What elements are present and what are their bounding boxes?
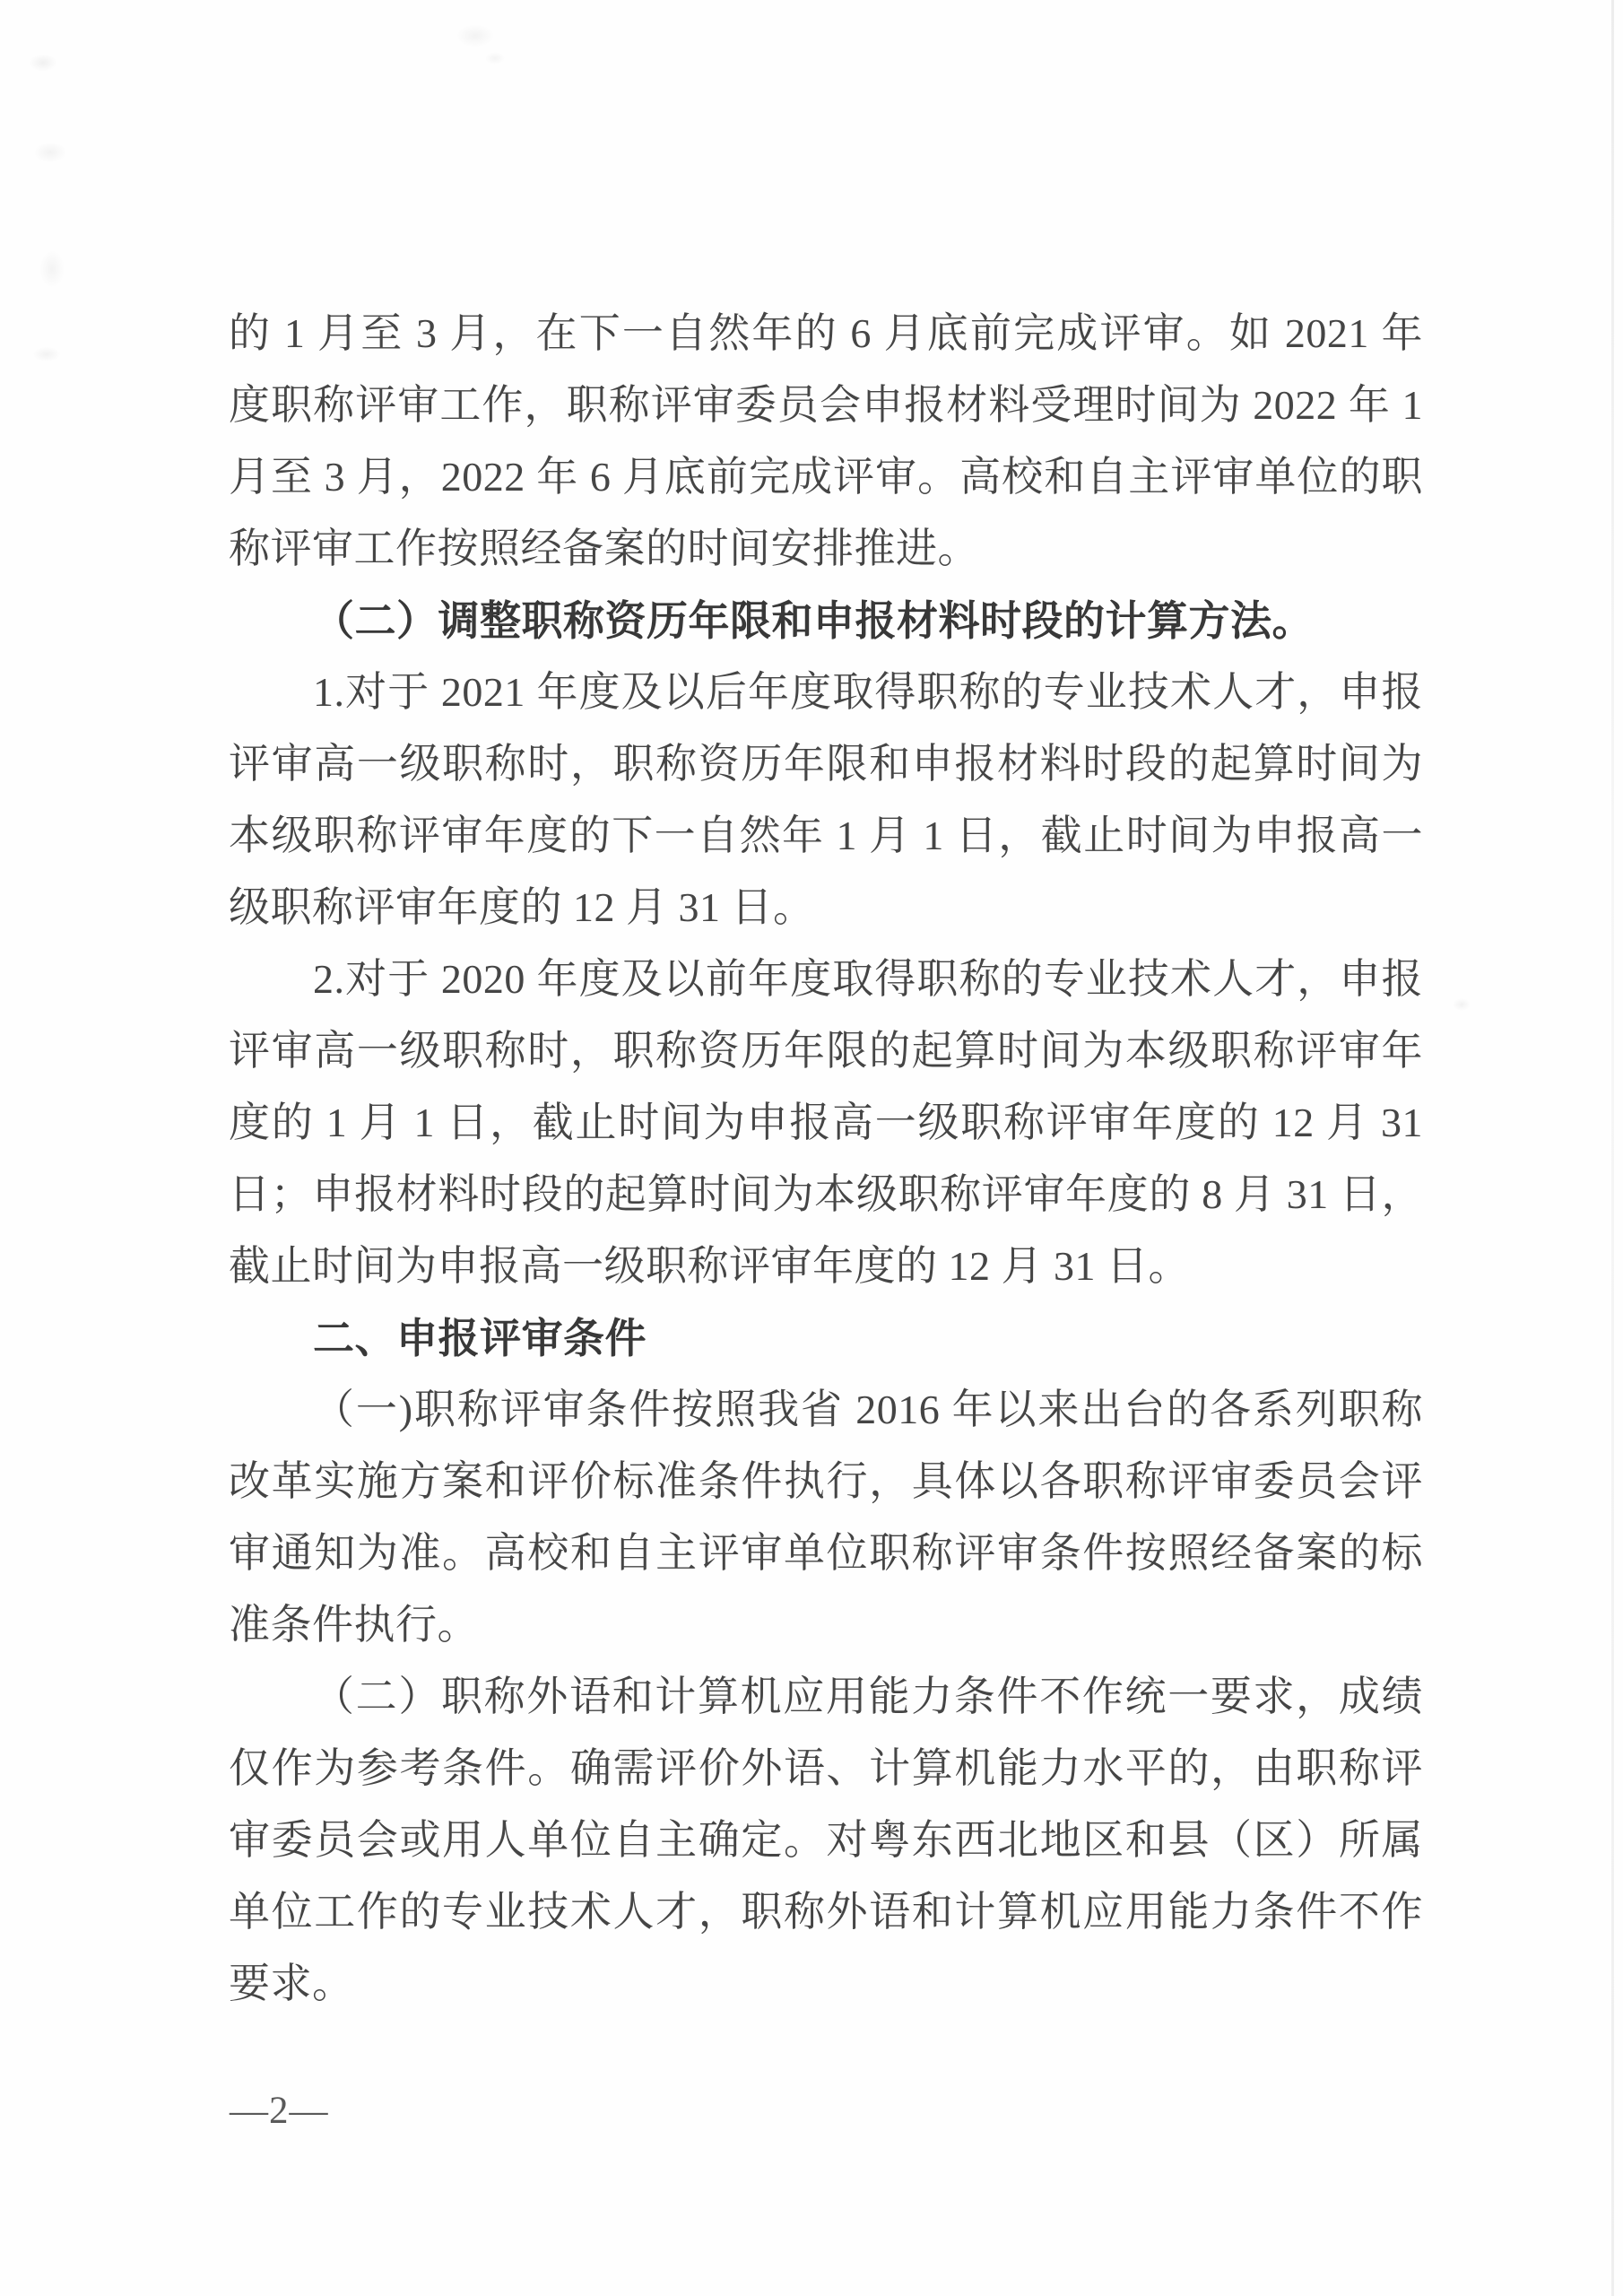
body-line: 审委员会或用人单位自主确定。对粤东西北地区和县（区）所属 — [229, 1817, 1423, 1863]
body-line: 本级职称评审年度的下一自然年 1 月 1 日，截止时间为申报高一 — [229, 813, 1423, 858]
body-line: 的 1 月至 3 月，在下一自然年的 6 月底前完成评审。如 2021 年 — [229, 310, 1423, 356]
heading-line: 二、申报评审条件 — [313, 1315, 647, 1361]
body-line: 准条件执行。 — [229, 1602, 479, 1648]
body-line: 级职称评审年度的 12 月 31 日。 — [229, 884, 815, 930]
body-line: 1.对于 2021 年度及以后年度取得职称的专业技术人才，申报 — [313, 669, 1423, 715]
heading-line: （二）调整职称资历年限和申报材料时段的计算方法。 — [313, 597, 1314, 644]
body-line: 度的 1 月 1 日，截止时间为申报高一级职称评审年度的 12 月 31 — [229, 1100, 1423, 1145]
body-line: 2.对于 2020 年度及以前年度取得职称的专业技术人才，申报 — [313, 956, 1423, 1002]
scan-smudge-right — [1435, 978, 1488, 1031]
body-line: （一)职称评审条件按照我省 2016 年以来出台的各系列职称 — [313, 1387, 1423, 1432]
body-line: 审通知为准。高校和自主评审单位职称评审条件按照经备案的标 — [229, 1530, 1423, 1576]
body-line: （二）职称外语和计算机应用能力条件不作统一要求，成绩 — [313, 1674, 1423, 1719]
body-line: 日；申报材料时段的起算时间为本级职称评审年度的 8 月 31 日， — [229, 1171, 1423, 1217]
body-line: 仅作为参考条件。确需评价外语、计算机能力水平的，由职称评 — [229, 1745, 1423, 1791]
body-line: 评审高一级职称时，职称资历年限的起算时间为本级职称评审年 — [229, 1028, 1423, 1074]
body-line: 截止时间为申报高一级职称评审年度的 12 月 31 日。 — [229, 1243, 1190, 1289]
scan-smudge-left — [16, 9, 79, 457]
body-line: 称评审工作按照经备案的时间安排推进。 — [229, 526, 979, 571]
body-line: 评审高一级职称时，职称资历年限和申报材料时段的起算时间为 — [229, 741, 1423, 787]
page-number: —2— — [230, 2090, 329, 2132]
body-line: 单位工作的专业技术人才，职称外语和计算机应用能力条件不作 — [229, 1889, 1423, 1935]
body-line: 月至 3 月，2022 年 6 月底前完成评审。高校和自主评审单位的职 — [229, 454, 1423, 500]
document-body — [229, 298, 1423, 2020]
scan-smudge-top — [430, 4, 529, 85]
body-line: 要求。 — [229, 1961, 354, 2006]
page-edge-shadow — [1611, 0, 1614, 2296]
body-line: 改革实施方案和评价标准条件执行，具体以各职称评审委员会评 — [229, 1458, 1423, 1504]
body-line: 度职称评审工作，职称评审委员会申报材料受理时间为 2022 年 1 — [229, 382, 1423, 428]
